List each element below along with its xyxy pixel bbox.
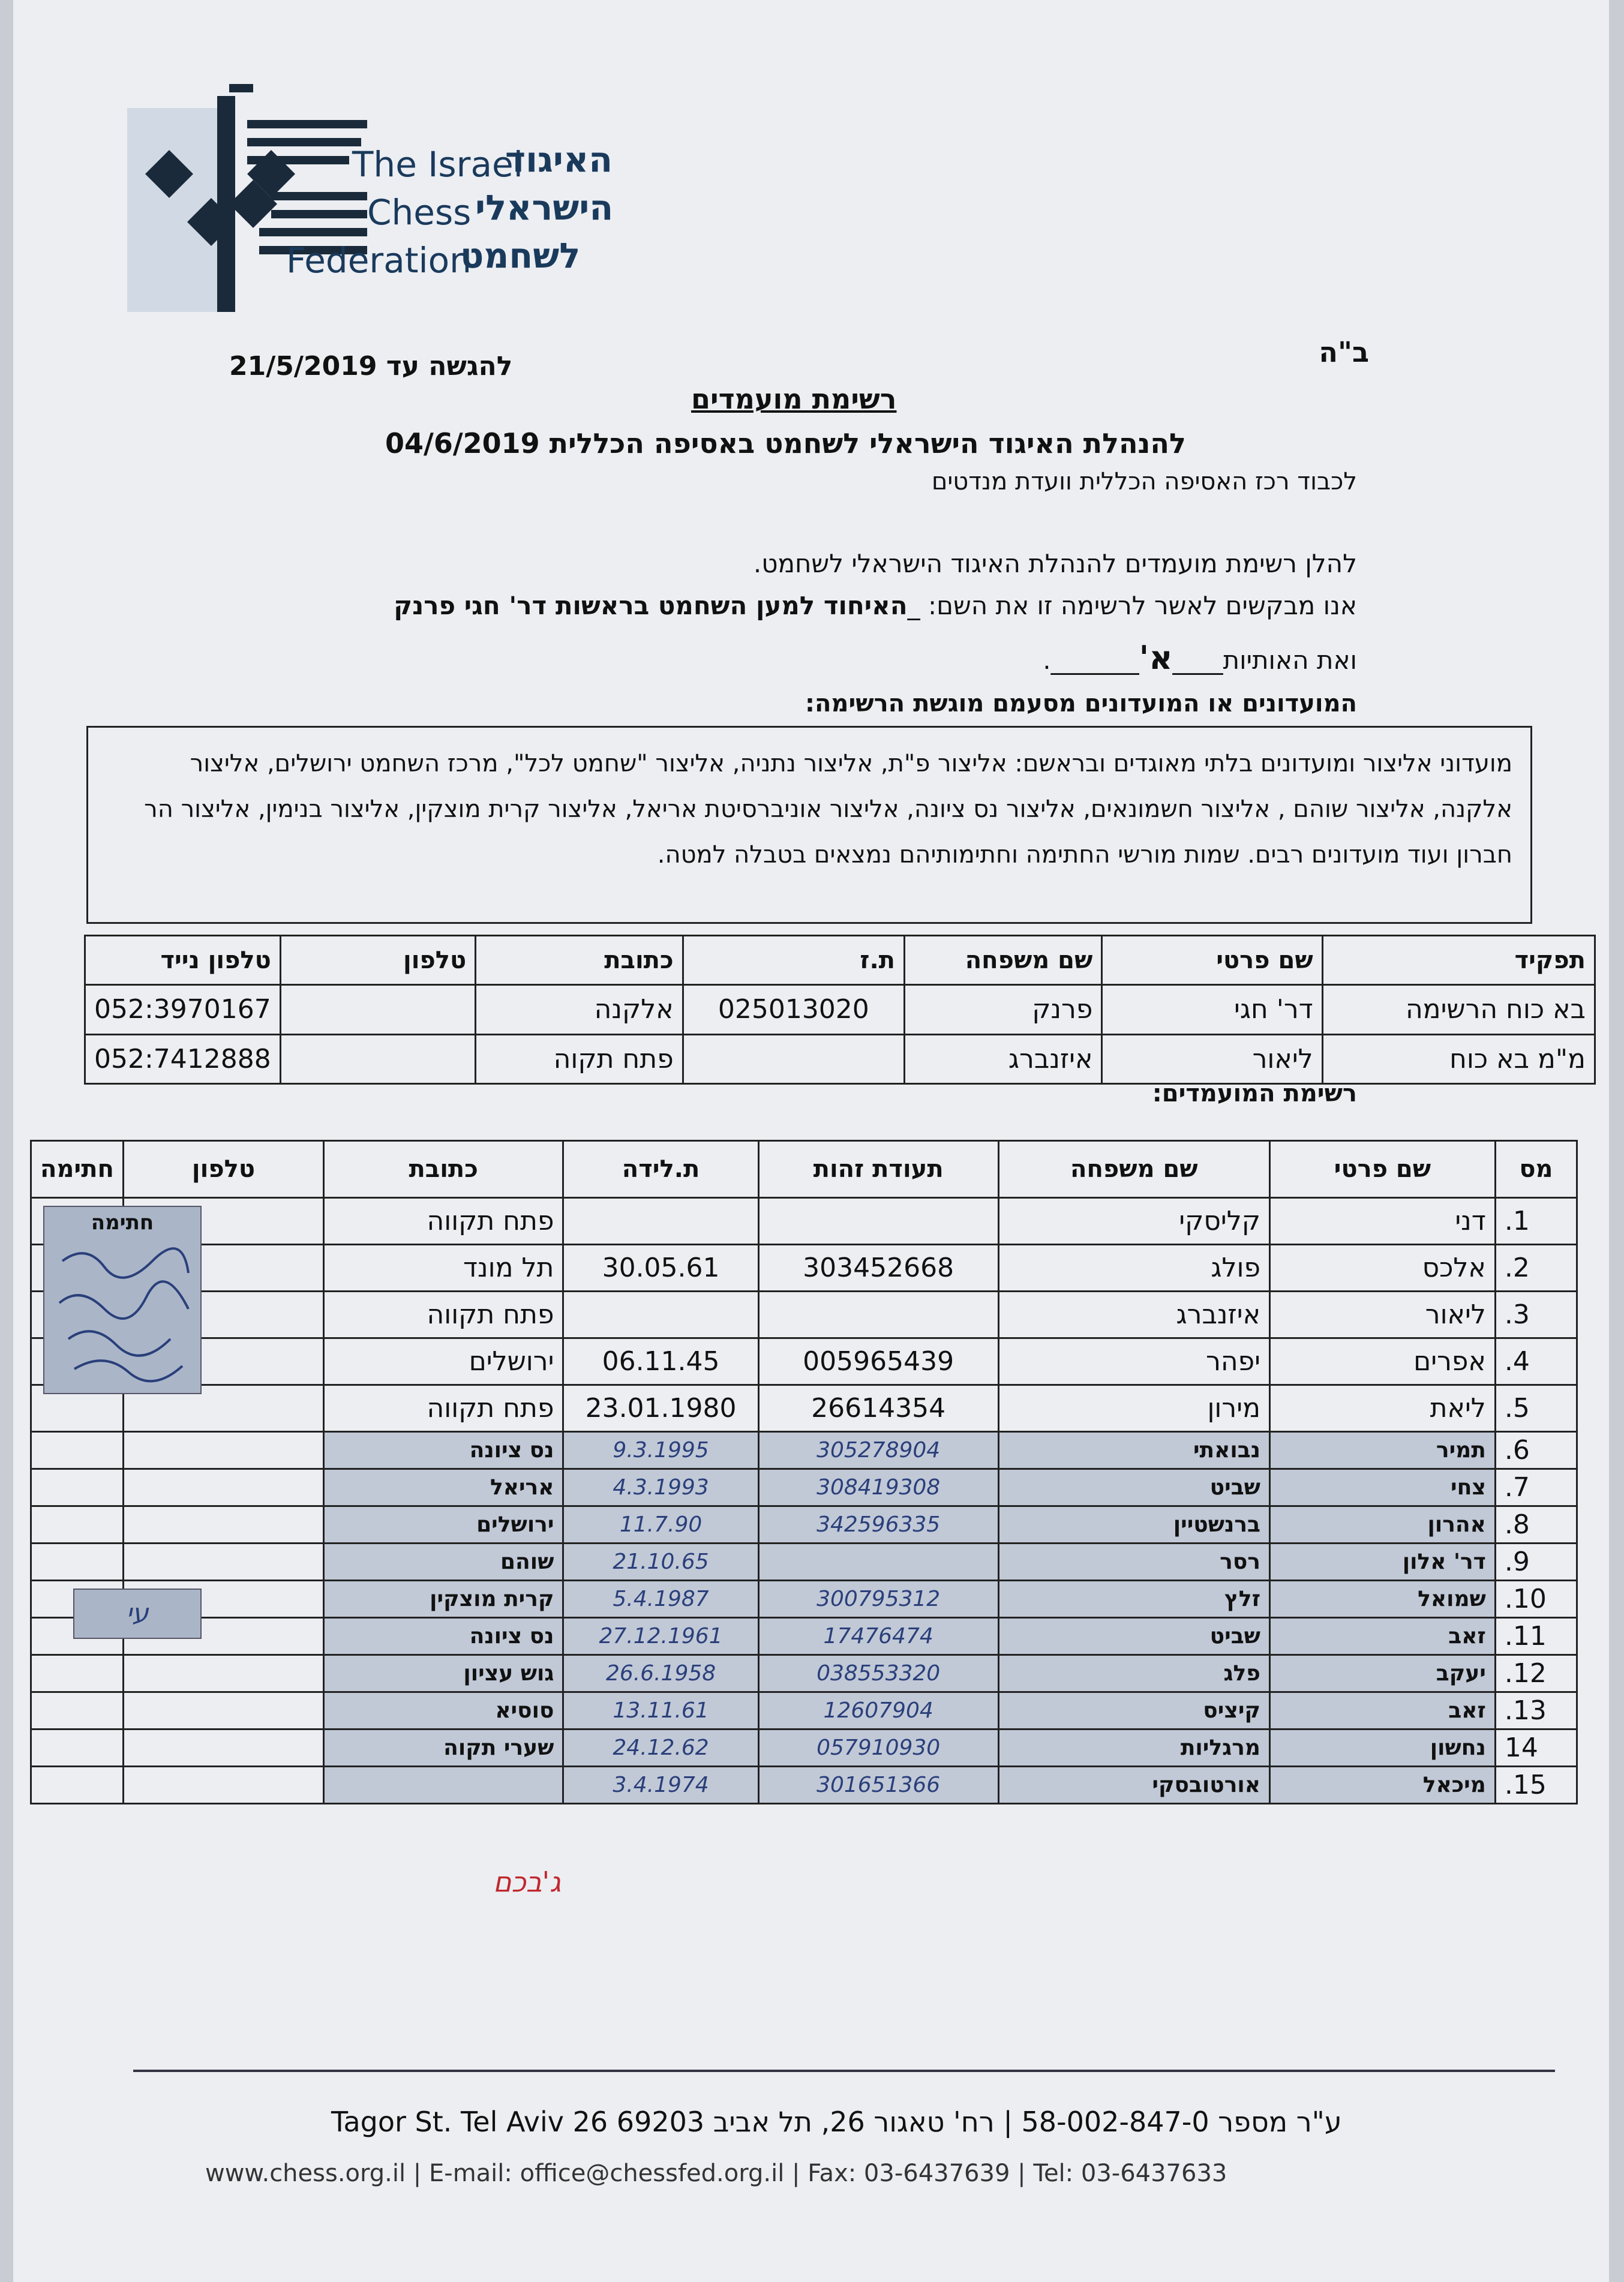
signature-row-10: עי — [73, 1589, 202, 1639]
logo-text-he-2: הישראלי — [475, 187, 614, 228]
cell: 342596335 — [758, 1506, 998, 1544]
cell: נס ציונה — [323, 1432, 563, 1469]
cell: אורטובסקי — [998, 1767, 1269, 1804]
cell: 1. — [1495, 1198, 1577, 1245]
cell: ליאת — [1269, 1385, 1495, 1432]
footer-contact: www.chess.org.il | E-mail: office@chessfed.org.il | Fax: 03-6437639 | Tel: 03-6437633 — [205, 2160, 1227, 2187]
letters-suffix: _______. — [1043, 645, 1139, 675]
col-header-role: תפקיד — [1322, 936, 1595, 985]
cell: פתח תקווה — [323, 1385, 563, 1432]
cell: 23.01.1980 — [563, 1385, 758, 1432]
candidates-title: רשימת המועמדים: — [1152, 1080, 1357, 1107]
cell: רסר — [998, 1544, 1269, 1581]
logo-text-en-1: The Israel — [352, 144, 523, 185]
cell: אלכס — [1269, 1245, 1495, 1292]
col-header-number: מס — [1495, 1141, 1577, 1198]
cell: קליסקי — [998, 1198, 1269, 1245]
cell — [124, 1729, 324, 1767]
body-paragraph-2 — [394, 591, 1357, 620]
red-handwritten-note: ג'בכם — [493, 1866, 562, 1898]
cell: מרגליות — [998, 1729, 1269, 1767]
col-header-signature: חתימה — [31, 1141, 124, 1198]
cell: אריאל — [323, 1469, 563, 1506]
cell: 301651366 — [758, 1767, 998, 1804]
cell — [124, 1544, 324, 1581]
table-row — [31, 1655, 1577, 1692]
logo-text-he-3: לשחמט — [460, 235, 581, 276]
cell: 5.4.1987 — [563, 1581, 758, 1618]
representatives-table — [84, 935, 1596, 1085]
cell: אהרון — [1269, 1506, 1495, 1544]
cell: קיציס — [998, 1692, 1269, 1729]
cell — [563, 1292, 758, 1338]
col-header-phone: טלפון — [280, 936, 475, 985]
cell: קרית מוצקין — [323, 1581, 563, 1618]
addressee: לכבוד רכז האסיפה הכללית וועדת מנדטים — [931, 468, 1357, 496]
cell: מירון — [998, 1385, 1269, 1432]
col-header-firstname: שם פרטי — [1269, 1141, 1495, 1198]
cell: 052:7412888 — [85, 1034, 281, 1083]
cell — [124, 1469, 324, 1506]
clubs-box: מועדוני אליצור ומועדונים בלתי מאוגדים ובראשם: אליצור פ"ת, אליצור נתניה, אליצור "שחמט לכל", מרכז השחמט ירושלים, אליצור אלקנה, אליצור שוהם , אליצור חשמונאים, אליצור נס ציונה, אליצור אוניברסיטת אריאל, אליצור קרית מוצקין, אליצור בנימין, אליצור הר חברון ועוד מועדונים רבים. שמות מורשי החתימה וחתימותיהם נמצאים בטבלה למטה. — [86, 726, 1532, 924]
cell — [124, 1767, 324, 1804]
cell: 27.12.1961 — [563, 1618, 758, 1655]
table-row — [31, 1506, 1577, 1544]
cell: יעקב — [1269, 1655, 1495, 1692]
logo-text-he-1: האיגוד — [505, 139, 613, 180]
cell: זלץ — [998, 1581, 1269, 1618]
cell: 13. — [1495, 1692, 1577, 1729]
cell: 7. — [1495, 1469, 1577, 1506]
chess-federation-logo-icon — [121, 72, 373, 324]
cell: דר' אלון — [1269, 1544, 1495, 1581]
col-header-address: כתובת — [476, 936, 683, 985]
cell: 10. — [1495, 1581, 1577, 1618]
table-row — [31, 1729, 1577, 1767]
table-row — [31, 1581, 1577, 1618]
cell: מיכאל — [1269, 1767, 1495, 1804]
cell: 052:3970167 — [85, 985, 281, 1034]
cell: שערי תקוה — [323, 1729, 563, 1767]
cell: 24.12.62 — [563, 1729, 758, 1767]
cell: 9. — [1495, 1544, 1577, 1581]
cell: איזנברג — [998, 1292, 1269, 1338]
cell: 26.6.1958 — [563, 1655, 758, 1692]
cell: גוש עציון — [323, 1655, 563, 1692]
col-header-mobile: טלפון נייד — [85, 936, 281, 985]
cell — [323, 1767, 563, 1804]
cell: פתח תקווה — [323, 1292, 563, 1338]
cell: 17476474 — [758, 1618, 998, 1655]
cell — [758, 1292, 998, 1338]
cell: שוהם — [323, 1544, 563, 1581]
cell: נבואתי — [998, 1432, 1269, 1469]
table-row — [31, 1245, 1577, 1292]
body-paragraph-3 — [1043, 639, 1357, 677]
cell: 025013020 — [683, 985, 904, 1034]
cell: 15. — [1495, 1767, 1577, 1804]
cell — [31, 1729, 124, 1767]
cell: 26614354 — [758, 1385, 998, 1432]
cell: ירושלים — [323, 1338, 563, 1385]
col-header-lastname: שם משפחה — [904, 936, 1101, 985]
cell: 305278904 — [758, 1432, 998, 1469]
cell: יפהר — [998, 1338, 1269, 1385]
cell: צחי — [1269, 1469, 1495, 1506]
logo-text-en-3: Federation — [286, 240, 472, 281]
letters-prefix: ואת האותיות____ — [1172, 645, 1357, 675]
table-row — [85, 985, 1595, 1034]
col-header-id: ת.ז — [683, 936, 904, 985]
cell: 6. — [1495, 1432, 1577, 1469]
document-title: רשימת מועמדים — [691, 383, 897, 415]
table-header-row — [31, 1141, 1577, 1198]
cell — [124, 1506, 324, 1544]
cell: 12. — [1495, 1655, 1577, 1692]
cell — [31, 1692, 124, 1729]
col-header-phone: טלפון — [124, 1141, 324, 1198]
cell: 300795312 — [758, 1581, 998, 1618]
cell: 12607904 — [758, 1692, 998, 1729]
cell: 11. — [1495, 1618, 1577, 1655]
table-row — [31, 1292, 1577, 1338]
cell: 057910930 — [758, 1729, 998, 1767]
handwritten-signatures-icon — [50, 1237, 194, 1387]
cell — [31, 1544, 124, 1581]
cell: 30.05.61 — [563, 1245, 758, 1292]
cell — [563, 1198, 758, 1245]
body-paragraph-1: להלן רשימת מועמדים להנהלת האיגוד הישראלי לשחמט. — [753, 549, 1357, 578]
cell — [31, 1432, 124, 1469]
cell: שמואל — [1269, 1581, 1495, 1618]
cell: 2. — [1495, 1245, 1577, 1292]
cell: שביט — [998, 1469, 1269, 1506]
cell: ברנשטיין — [998, 1506, 1269, 1544]
list-letters: א' — [1139, 639, 1173, 677]
cell: 5. — [1495, 1385, 1577, 1432]
cell: 4. — [1495, 1338, 1577, 1385]
list-name-prefix: אנו מבקשים לאשר לרשימה זו את השם: _ — [907, 591, 1357, 620]
cell: 9.3.1995 — [563, 1432, 758, 1469]
document-subtitle: להנהלת האיגוד הישראלי לשחמט באסיפה הכללית 04/6/2019 — [385, 427, 1186, 460]
cell: דני — [1269, 1198, 1495, 1245]
cell: 13.11.61 — [563, 1692, 758, 1729]
table-row — [31, 1385, 1577, 1432]
table-row — [31, 1618, 1577, 1655]
cell: שביט — [998, 1618, 1269, 1655]
table-row — [31, 1198, 1577, 1245]
table-row — [31, 1767, 1577, 1804]
cell: פתח תקוה — [476, 1034, 683, 1083]
cell: תל מונד — [323, 1245, 563, 1292]
cell — [31, 1655, 124, 1692]
cell: אלקנה — [476, 985, 683, 1034]
stamp-label: חתימה — [91, 1211, 154, 1235]
cell: ירושלים — [323, 1506, 563, 1544]
table-row — [31, 1338, 1577, 1385]
cell — [280, 985, 475, 1034]
footer-address: ע"ר מספר 58-002-847-0 | רח' טאגור 26, תל אביב 69203 Tagor St. Tel Aviv 26 — [331, 2106, 1342, 2138]
table-row — [85, 1034, 1595, 1083]
cell: פתח תקווה — [323, 1198, 563, 1245]
cell: נס ציונה — [323, 1618, 563, 1655]
cell: 3.4.1974 — [563, 1767, 758, 1804]
cell: ליאור — [1102, 1034, 1322, 1083]
candidates-table — [30, 1140, 1578, 1804]
cell: ליאור — [1269, 1292, 1495, 1338]
cell: פולג — [998, 1245, 1269, 1292]
cell — [758, 1544, 998, 1581]
cell: פלג — [998, 1655, 1269, 1692]
cell: סוסיא — [323, 1692, 563, 1729]
cell: נחשון — [1269, 1729, 1495, 1767]
document-sheet — [13, 0, 1609, 2282]
col-header-birthdate: ת.לידה — [563, 1141, 758, 1198]
cell: 06.11.45 — [563, 1338, 758, 1385]
table-row — [31, 1692, 1577, 1729]
table-row — [31, 1469, 1577, 1506]
cell: 11.7.90 — [563, 1506, 758, 1544]
cell: 21.10.65 — [563, 1544, 758, 1581]
cell: מ"מ בא כוח — [1322, 1034, 1595, 1083]
bh-mark: ב"ה — [1319, 336, 1369, 368]
list-name: האיחוד למען השחמט בראשות דר' חגי פרנק — [394, 591, 908, 620]
cell: דר' חגי — [1102, 985, 1322, 1034]
cell: זאב — [1269, 1618, 1495, 1655]
table-row — [31, 1432, 1577, 1469]
cell: זאב — [1269, 1692, 1495, 1729]
cell: תמיר — [1269, 1432, 1495, 1469]
footer-divider — [133, 2070, 1555, 2072]
col-header-lastname: שם משפחה — [998, 1141, 1269, 1198]
body-paragraph-4: המועדונים או המועדונים מסעמם מוגשת הרשימה: — [805, 690, 1357, 717]
cell: 3. — [1495, 1292, 1577, 1338]
cell: 8. — [1495, 1506, 1577, 1544]
cell: 303452668 — [758, 1245, 998, 1292]
cell: 14 — [1495, 1729, 1577, 1767]
cell — [31, 1506, 124, 1544]
cell — [683, 1034, 904, 1083]
col-header-firstname: שם פרטי — [1102, 936, 1322, 985]
cell: 308419308 — [758, 1469, 998, 1506]
cell — [124, 1432, 324, 1469]
cell: 038553320 — [758, 1655, 998, 1692]
cell — [124, 1692, 324, 1729]
cell: בא כוח הרשימה — [1322, 985, 1595, 1034]
table-row — [31, 1544, 1577, 1581]
table-header-row — [85, 936, 1595, 985]
cell: פרנק — [904, 985, 1101, 1034]
cell: אפרים — [1269, 1338, 1495, 1385]
cell — [280, 1034, 475, 1083]
cell: איזנברג — [904, 1034, 1101, 1083]
cell — [758, 1198, 998, 1245]
cell — [31, 1767, 124, 1804]
deadline: להגשה עד 21/5/2019 — [229, 351, 513, 382]
cell — [31, 1469, 124, 1506]
cell: 4.3.1993 — [563, 1469, 758, 1506]
cell — [124, 1655, 324, 1692]
logo-text-en-2: Chess — [367, 192, 472, 233]
signature-stamp — [43, 1206, 202, 1394]
col-header-address: כתובת — [323, 1141, 563, 1198]
cell: 005965439 — [758, 1338, 998, 1385]
col-header-id: תעודת זהות — [758, 1141, 998, 1198]
